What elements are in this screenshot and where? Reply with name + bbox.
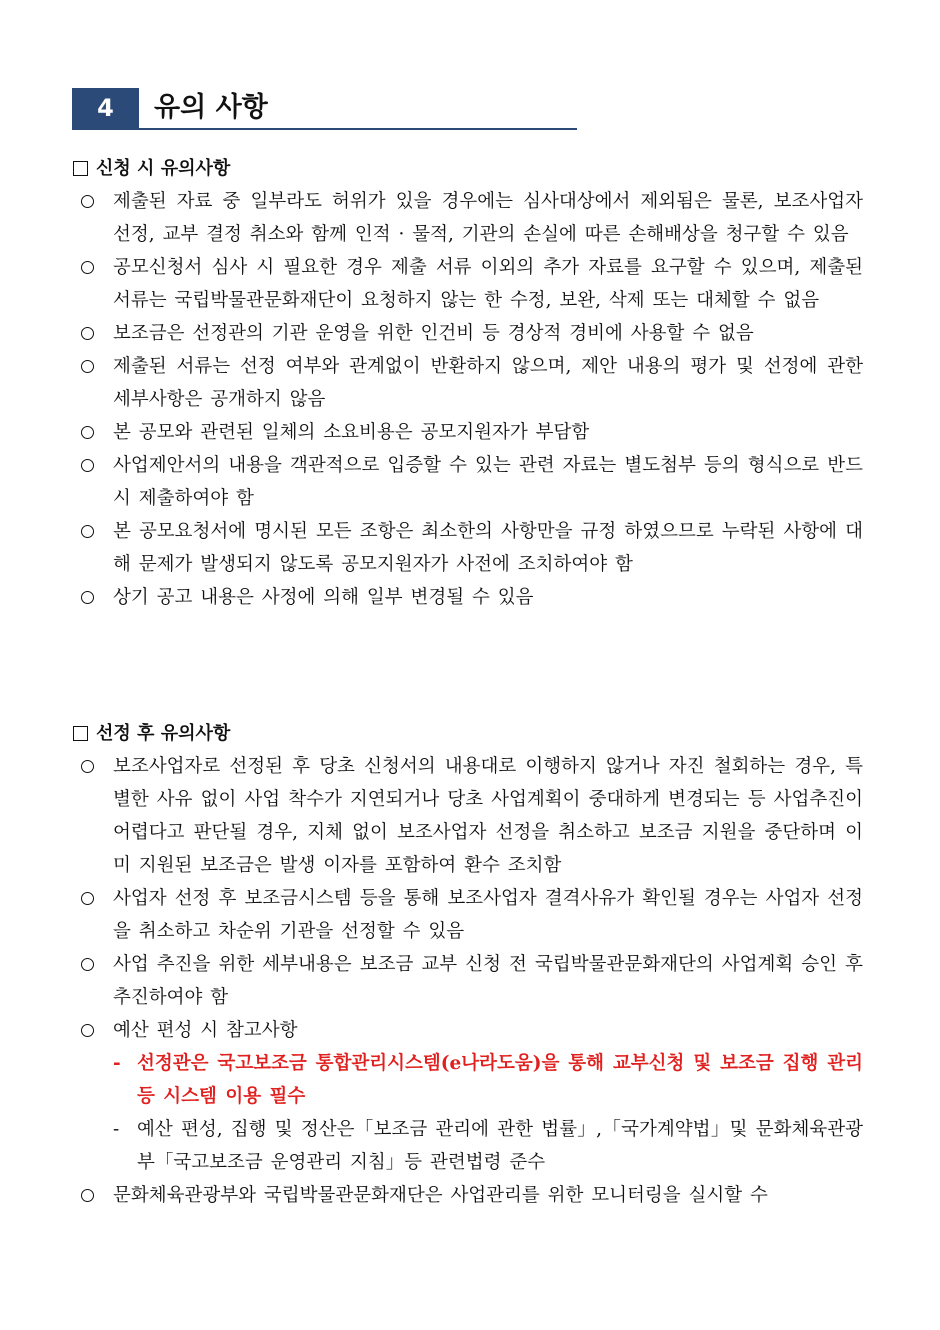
list-item (73, 185, 863, 251)
sublist-item-text: 예산 편성, 집행 및 정산은「보조금 관리에 관한 법률」,「국가계약법」및 문화체육관광부「국고보조금 운영관리 지침」등 관련법령 준수 (137, 1119, 863, 1173)
circle-bullet-icon (81, 1189, 94, 1202)
list-item-text: 제출된 서류는 선정 여부와 관계없이 반환하지 않으며, 제안 내용의 평가 및 선정에 관한 세부사항은 공개하지 않음 (113, 356, 863, 410)
dash-bullet-icon: - (113, 1119, 120, 1140)
circle-bullet-icon (81, 591, 94, 604)
subsection-title-text: 신청 시 유의사항 (96, 158, 231, 179)
circle-bullet-icon (81, 760, 94, 773)
sublist-item-emphasis (73, 1047, 863, 1113)
subsection-post-selection-notes (73, 717, 863, 1212)
sublist-item (73, 1113, 863, 1179)
budget-notes-sublist (73, 1047, 863, 1179)
notes-list (73, 750, 863, 1047)
dash-bullet-icon: - (113, 1053, 121, 1074)
circle-bullet-icon (81, 360, 94, 373)
section-heading (72, 88, 577, 130)
circle-bullet-icon (81, 892, 94, 905)
checkbox-square-icon (73, 161, 88, 176)
sublist-item-text: 선정관은 국고보조금 통합관리시스템(e나라도움)을 통해 교부신청 및 보조금 집행 관리 등 시스템 이용 필수 (137, 1053, 863, 1107)
circle-bullet-icon (81, 525, 94, 538)
circle-bullet-icon (81, 459, 94, 472)
subsection-title (73, 152, 863, 185)
checkbox-square-icon (73, 726, 88, 741)
list-item (73, 350, 863, 416)
list-item-text: 보조사업자로 선정된 후 당초 신청서의 내용대로 이행하지 않거나 자진 철회하는 경우, 특별한 사유 없이 사업 착수가 지연되거나 당초 사업계획이 중대하게 변경되는 등 사업추진이 어렵다고 판단될 경우, 지체 없이 보조사업자 선정을 취소하고 보조금 지원을 중단하며 이미 지원된 보조금은 발생 이자를 포함하여 환수 조치함 (113, 756, 863, 876)
list-item-text: 사업 추진을 위한 세부내용은 보조금 교부 신청 전 국립박물관문화재단의 사업계획 승인 후 추진하여야 함 (113, 954, 863, 1008)
list-item (73, 416, 863, 449)
list-item-text: 예산 편성 시 참고사항 (113, 1020, 298, 1041)
subsection-application-notes (73, 152, 863, 614)
list-item (73, 515, 863, 581)
list-item-text: 상기 공고 내용은 사정에 의해 일부 변경될 수 있음 (113, 587, 534, 608)
circle-bullet-icon (81, 958, 94, 971)
list-item (73, 449, 863, 515)
subsection-title-text: 선정 후 유의사항 (96, 723, 231, 744)
subsection-title (73, 717, 863, 750)
circle-bullet-icon (81, 1024, 94, 1037)
notes-list-continued (73, 1179, 863, 1212)
list-item-text: 제출된 자료 중 일부라도 허위가 있을 경우에는 심사대상에서 제외됨은 물론, 보조사업자 선정, 교부 결정 취소와 함께 인적 · 물적, 기관의 손실에 따른 손해배상을 청구할 수 있음 (113, 191, 863, 245)
list-item-text: 본 공모요청서에 명시된 모든 조항은 최소한의 사항만을 규정 하였으므로 누락된 사항에 대해 문제가 발생되지 않도록 공모지원자가 사전에 조치하여야 함 (113, 521, 863, 575)
list-item-text: 공모신청서 심사 시 필요한 경우 제출 서류 이외의 추가 자료를 요구할 수 있으며, 제출된 서류는 국립박물관문화재단이 요청하지 않는 한 수정, 보완, 삭제 또는 대체할 수 없음 (113, 257, 863, 311)
circle-bullet-icon (81, 327, 94, 340)
list-item (73, 251, 863, 317)
notes-list (73, 185, 863, 614)
list-item-text: 본 공모와 관련된 일체의 소요비용은 공모지원자가 부담함 (113, 422, 590, 443)
list-item (73, 882, 863, 948)
list-item (73, 750, 863, 882)
list-item (73, 317, 863, 350)
circle-bullet-icon (81, 426, 94, 439)
list-item (73, 1014, 863, 1047)
section-title: 유의 사항 (154, 92, 268, 123)
list-item-text: 보조금은 선정관의 기관 운영을 위한 인건비 등 경상적 경비에 사용할 수 없음 (113, 323, 754, 344)
list-item (73, 948, 863, 1014)
list-item (73, 581, 863, 614)
circle-bullet-icon (81, 195, 94, 208)
list-item-text: 사업제안서의 내용을 객관적으로 입증할 수 있는 관련 자료는 별도첨부 등의 형식으로 반드시 제출하여야 함 (113, 455, 863, 509)
list-item-text: 사업자 선정 후 보조금시스템 등을 통해 보조사업자 결격사유가 확인될 경우는 사업자 선정을 취소하고 차순위 기관을 선정할 수 있음 (113, 888, 863, 942)
section-number: 4 (72, 88, 139, 128)
circle-bullet-icon (81, 261, 94, 274)
list-item (73, 1179, 863, 1212)
list-item-text: 문화체육관광부와 국립박물관문화재단은 사업관리를 위한 모니터링을 실시할 수 (113, 1185, 768, 1206)
